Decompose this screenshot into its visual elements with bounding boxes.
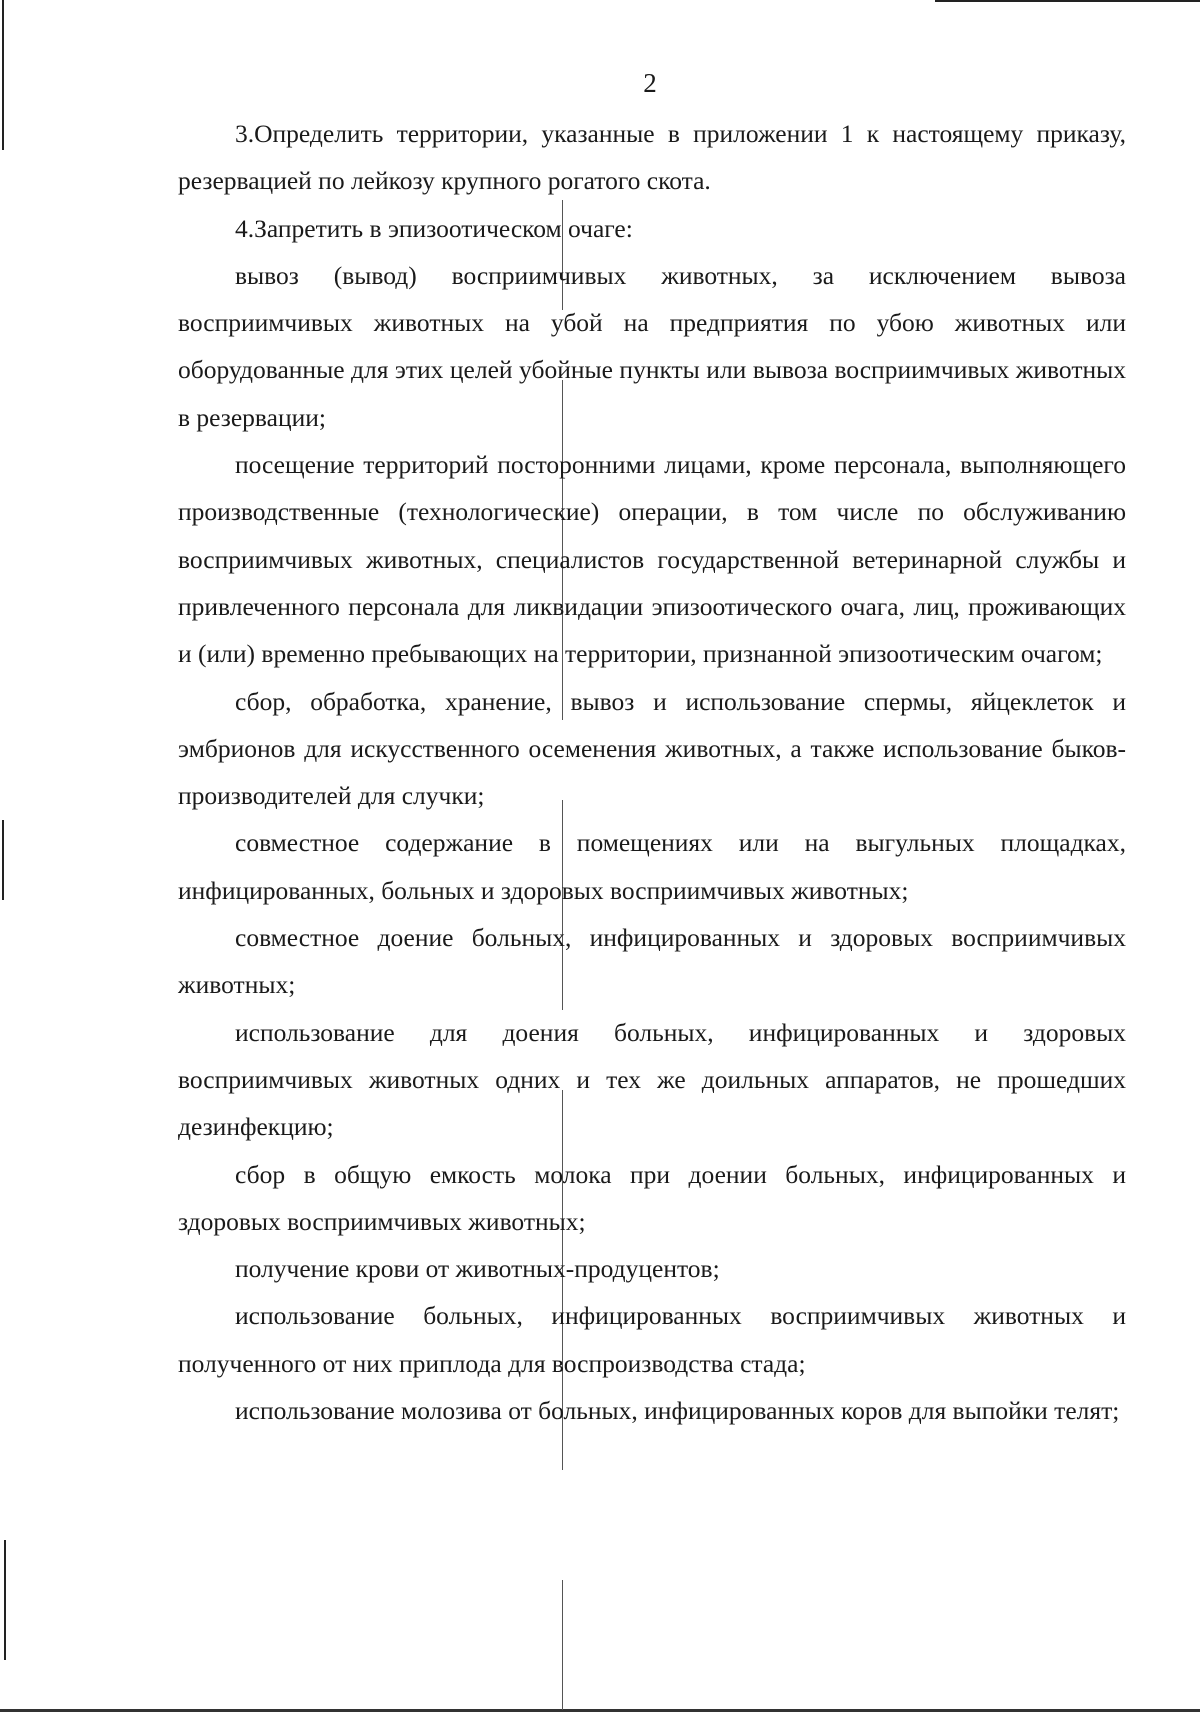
paragraph: сбор в общую емкость молока при доении больных, инфицированных и здоровых восприимчивых животных;	[178, 1159, 1126, 1236]
paragraph: использование больных, инфицированных восприимчивых животных и полученного от них приплода для воспроизводства стада;	[178, 1301, 1126, 1378]
scan-edge-line-left	[2, 820, 4, 900]
scan-edge-line-top	[935, 0, 1200, 2]
scan-edge-line-left	[4, 1540, 6, 1660]
paragraph: вывоз (вывод) восприимчивых животных, за исключением вывоза восприимчивых животных на убой на предприятия по убою животных или оборудованные для этих целей убойные пункты или вывоза восприимчивых животных в резервации;	[178, 260, 1126, 432]
paragraph: сбор, обработка, хранение, вывоз и использование спермы, яйцеклеток и эмбрионов для искусственного осеменения животных, а также использование быков-производителей для случки;	[178, 686, 1126, 811]
paragraph: использование молозива от больных, инфицированных коров для выпойки телят;	[235, 1396, 1120, 1426]
paragraph: посещение территорий посторонними лицами, кроме персонала, выполняющего производственные (технологические) операции, в том числе по обслуживанию восприимчивых животных, специалистов государственной ветеринарной службы и привлеченного персонала для ликвидации эпизоотического очага, лиц, проживающих и (или) временно пребывающих на территории, признанной эпизоотическим очагом;	[178, 450, 1126, 669]
paragraph: 4.Запретить в эпизоотическом очаге:	[235, 213, 633, 243]
document-body	[178, 110, 1126, 1434]
scan-edge-line-bottom	[0, 1709, 1200, 1712]
scan-fold-line	[562, 1580, 563, 1710]
paragraph: 3.Определить территории, указанные в приложении 1 к настоящему приказу, резервацией по лейкозу крупного рогатого скота.	[178, 119, 1126, 196]
page-number: 2	[643, 68, 657, 98]
paragraph: совместное содержание в помещениях или на выгульных площадках, инфицированных, больных и здоровых восприимчивых животных;	[178, 828, 1126, 905]
paragraph: совместное доение больных, инфицированных и здоровых восприимчивых животных;	[178, 923, 1126, 1000]
paragraph: получение крови от животных-продуцентов;	[235, 1254, 720, 1284]
paragraph: использование для доения больных, инфицированных и здоровых восприимчивых животных одних и тех же доильных аппаратов, не прошедших дезинфекцию;	[178, 1017, 1126, 1142]
